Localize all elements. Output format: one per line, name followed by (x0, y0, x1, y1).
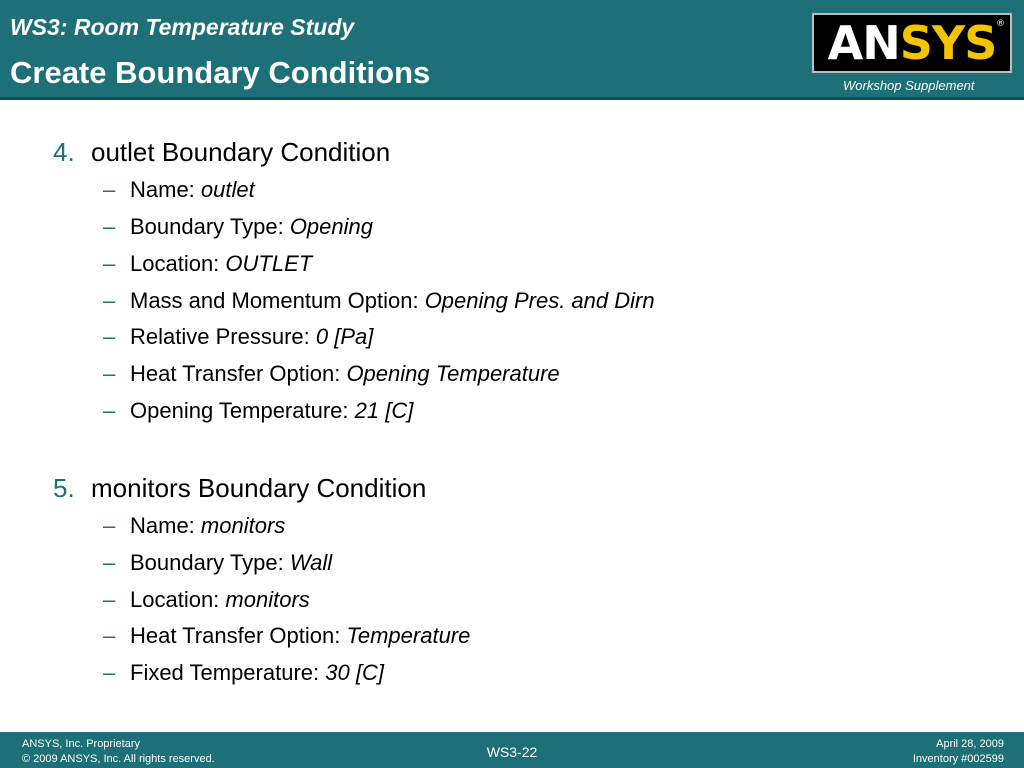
registered-mark: ® (996, 19, 1005, 29)
item-value: Opening Temperature (346, 361, 560, 386)
proprietary-text: ANSYS, Inc. Proprietary (22, 738, 140, 750)
item-label: Name: (130, 177, 201, 202)
section-heading (53, 473, 426, 504)
dash-bullet: – (103, 214, 116, 239)
dash-bullet: – (103, 288, 116, 313)
list-item (103, 214, 373, 240)
dash-bullet: – (103, 550, 116, 575)
dash-bullet: – (103, 324, 116, 349)
item-value: monitors (200, 513, 286, 538)
item-value: 30 [C] (325, 660, 384, 685)
dash-bullet: – (103, 398, 116, 423)
item-label: Heat Transfer Option: (130, 361, 347, 386)
dash-bullet: – (103, 623, 116, 648)
section-number: 4. (53, 137, 75, 167)
list-item (103, 288, 655, 314)
copyright-text: © 2009 ANSYS, Inc. All rights reserved. (22, 753, 215, 765)
dash-bullet: – (103, 251, 116, 276)
item-value: Wall (289, 550, 333, 575)
page-title: Create Boundary Conditions (10, 55, 431, 90)
item-label: Boundary Type: (130, 214, 290, 239)
inventory-text: Inventory #002599 (912, 753, 1004, 765)
dash-bullet: – (103, 660, 116, 685)
list-item (103, 398, 413, 424)
list-item (103, 361, 560, 387)
item-value: outlet (200, 177, 255, 202)
list-item (103, 623, 470, 649)
section-heading (53, 137, 390, 168)
item-label: Opening Temperature: (130, 398, 355, 423)
item-value: 21 [C] (354, 398, 414, 423)
item-value: Opening (289, 214, 373, 239)
logo-part-sys: SYS (899, 16, 997, 70)
footer-date-inventory (913, 737, 1004, 767)
dash-bullet: – (103, 361, 116, 386)
item-value: Temperature (346, 623, 471, 648)
workshop-supplement-label: Workshop Supplement (843, 78, 975, 93)
list-item (103, 550, 332, 576)
item-value: Opening Pres. and Dirn (424, 288, 655, 313)
dash-bullet: – (103, 177, 116, 202)
item-value: OUTLET (225, 251, 313, 276)
item-label: Location: (130, 251, 226, 276)
section-title: monitors Boundary Condition (91, 473, 427, 503)
section-title: outlet Boundary Condition (91, 137, 391, 167)
footer-bar (0, 732, 1024, 768)
list-item (103, 177, 255, 203)
item-label: Fixed Temperature: (130, 660, 326, 685)
list-item (103, 324, 373, 350)
item-value: monitors (225, 587, 310, 612)
dash-bullet: – (103, 587, 116, 612)
section-number: 5. (53, 473, 75, 503)
list-item (103, 587, 310, 613)
date-text: April 28, 2009 (936, 738, 1004, 750)
slide-number: WS3-22 (486, 744, 538, 760)
list-item (103, 513, 285, 539)
item-label: Heat Transfer Option: (130, 623, 347, 648)
header-divider (0, 97, 1024, 100)
item-value: 0 [Pa] (315, 324, 374, 349)
item-label: Mass and Momentum Option: (130, 288, 425, 313)
item-label: Name: (130, 513, 201, 538)
logo-part-an: AN (827, 16, 900, 70)
workshop-subtitle: WS3: Room Temperature Study (10, 14, 355, 40)
item-label: Boundary Type: (130, 550, 290, 575)
list-item (103, 251, 312, 277)
ansys-logo (812, 13, 1012, 73)
header-bar (0, 0, 1024, 100)
dash-bullet: – (103, 513, 116, 538)
item-label: Location: (130, 587, 226, 612)
logo-text (827, 16, 997, 70)
list-item (103, 660, 384, 686)
item-label: Relative Pressure: (130, 324, 316, 349)
